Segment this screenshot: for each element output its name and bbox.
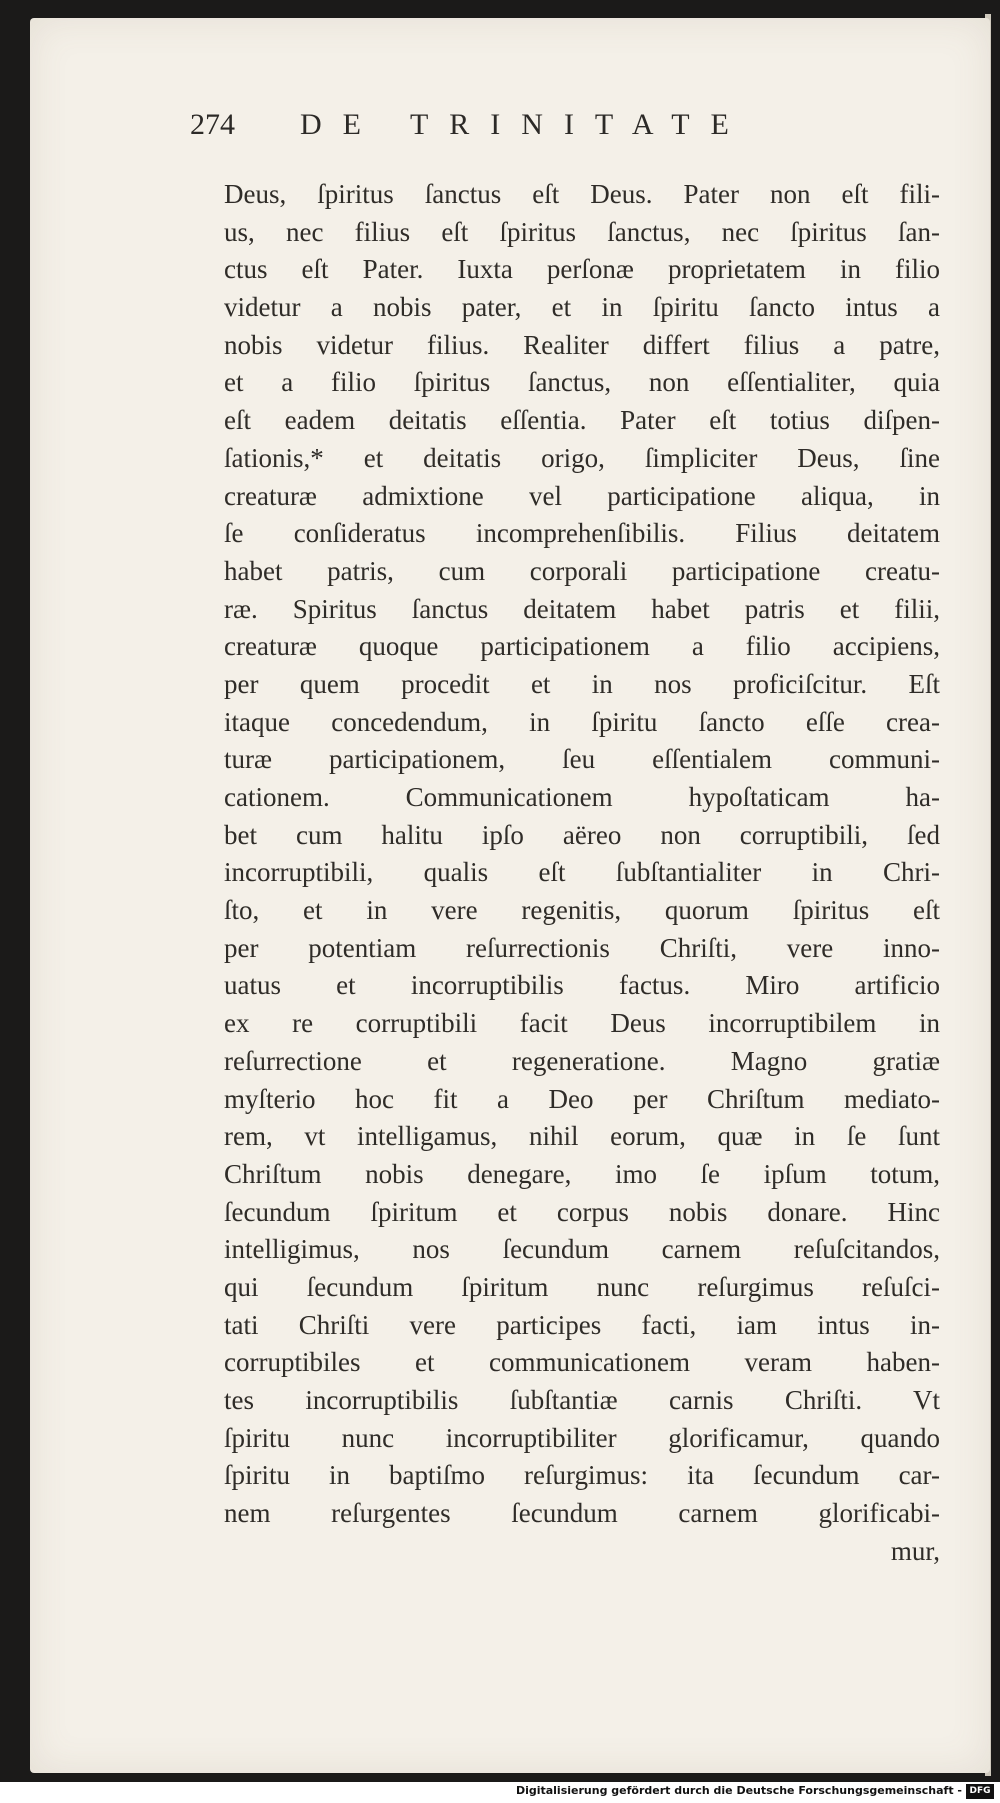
text-line: ræ. Spiritus ſanctus deitatem habet patris et filii, [224,593,940,624]
text-line: creaturæ quoque participationem a filio accipiens, [224,631,940,662]
text-line: tes incorruptibilis ſubſtantiæ carnis Chriſti. Vt [224,1385,940,1415]
text-line: uatus et incorruptibilis factus. Miro artificio [224,970,940,1001]
text-line: ſpiritu in baptiſmo reſurgimus: ita ſecundum car- [224,1460,940,1491]
text-line: ſecundum ſpiritum et corpus nobis donare. Hinc [224,1196,940,1227]
text-line: eſt eadem deitatis eſſentia. Pater eſt totius diſpen- [224,405,940,436]
page-number: 274 [190,108,235,141]
text-line: ſationis,* et deitatis origo, ſimpliciter Deus, ſine [224,442,940,473]
dfg-logo: DFG [966,1784,994,1799]
text-line: nobis videtur filius. Realiter differt filius a patre, [224,329,940,360]
text-line: et a filio ſpiritus ſanctus, non eſſentialiter, quia [224,367,940,398]
text-line: ctus eſt Pater. Iuxta perſonæ proprietatem in filio [224,254,940,285]
text-line: per quem procedit et in nos proficiſcitur. Eſt [224,668,940,699]
text-line: ex re corruptibili facit Deus incorruptibilem in [224,1008,940,1039]
text-line: Chriſtum nobis denegare, imo ſe ipſum totum, [224,1158,940,1189]
text-line: itaque concedendum, in ſpiritu ſancto eſſe crea- [224,706,940,737]
running-title: DE TRINITATE [300,108,750,141]
footer-note: Digitalisierung gefördert durch die Deutsche Forschungsgemeinschaft - [515,1784,962,1797]
text-line: Deus, ſpiritus ſanctus eſt Deus. Pater non eſt fili- [224,179,940,209]
text-line: qui ſecundum ſpiritum nunc reſurgimus reſuſci- [224,1271,940,1302]
text-line: cationem. Communicationem hypoſtaticam ha- [224,782,940,812]
body-text [224,176,940,1570]
text-line: habet patris, cum corporali participatione creatu- [224,555,940,586]
text-line: reſurrectione et regeneratione. Magno gratiæ [224,1045,940,1076]
text-line: intelligimus, nos ſecundum carnem reſuſcitandos, [224,1234,940,1265]
text-line: us, nec filius eſt ſpiritus ſanctus, nec ſpiritus ſan- [224,216,940,247]
text-line: tati Chriſti vere participes facti, iam intus in- [224,1309,940,1340]
text-line: ſto, et in vere regenitis, quorum ſpiritus eſt [224,895,940,926]
text-line: bet cum halitu ipſo aëreo non corruptibili, ſed [224,819,940,850]
text-line: creaturæ admixtione vel participatione aliqua, in [224,480,940,511]
text-line: nem reſurgentes ſecundum carnem glorificabi- [224,1498,940,1529]
text-line: ſpiritu nunc incorruptibiliter glorificamur, quando [224,1422,940,1453]
text-line: per potentiam reſurrectionis Chriſti, vere inno- [224,932,940,963]
text-line: myſterio hoc fit a Deo per Chriſtum mediato- [224,1083,940,1114]
text-line: corruptibiles et communicationem veram haben- [224,1347,940,1378]
text-line-last: mur, [890,1535,940,1566]
text-line: incorruptibili, qualis eſt ſubſtantialiter in Chri- [224,857,940,888]
text-line: turæ participationem, ſeu eſſentialem communi- [224,744,940,775]
page-header [190,108,810,158]
text-line: rem, vt intelligamus, nihil eorum, quæ in ſe ſunt [224,1121,940,1152]
text-line: ſe conſideratus incomprehenſibilis. Filius deitatem [224,518,940,549]
text-line: videtur a nobis pater, et in ſpiritu ſancto intus a [224,292,940,323]
